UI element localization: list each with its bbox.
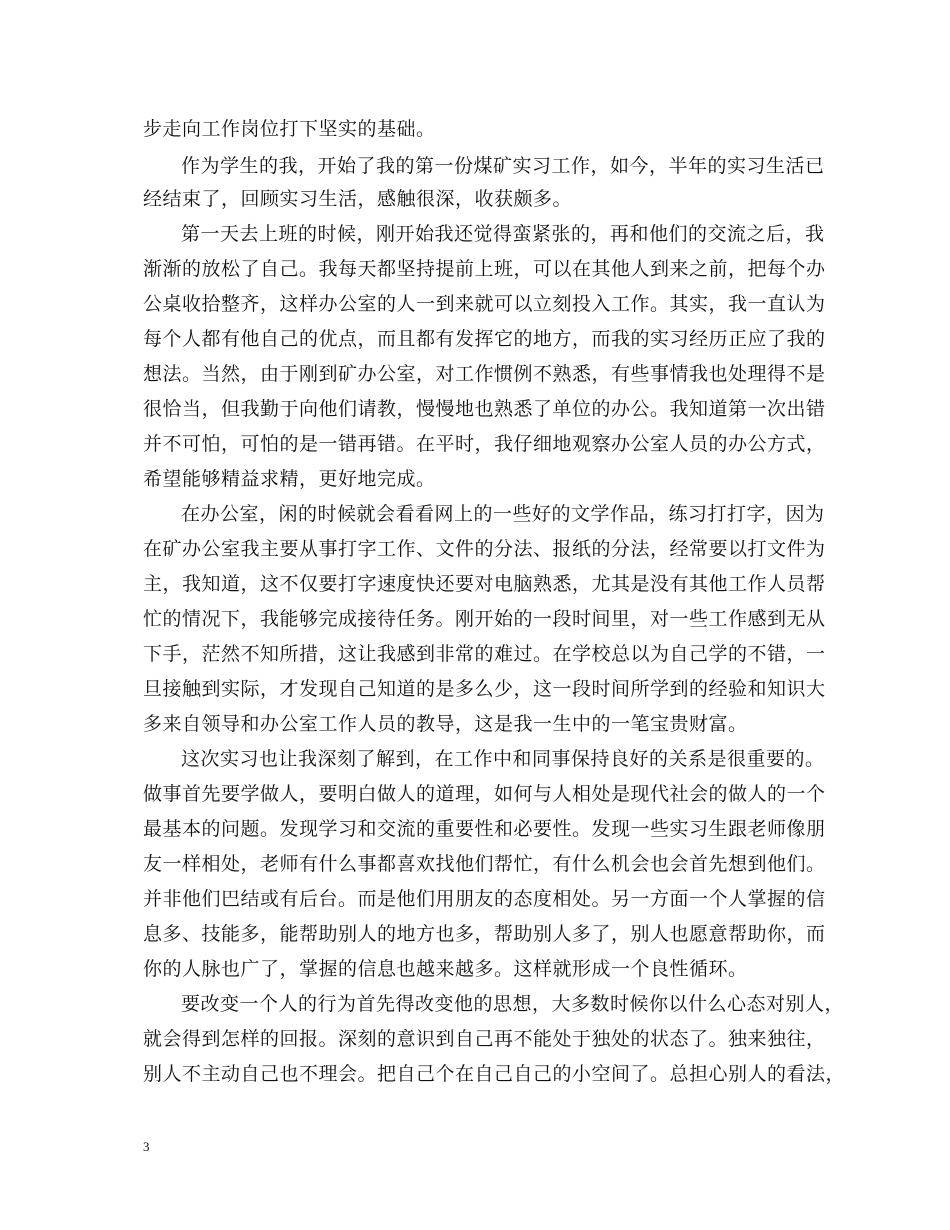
- text-line: 多来自领导和办公室工作人员的教导，这是我一生中的一笔宝贵财富。: [143, 713, 748, 735]
- text-line: 息多、技能多，能帮助别人的地方也多，帮助别人多了，别人也愿意帮助你，而: [143, 923, 826, 945]
- text-line: 每个人都有他自己的优点，而且都有发挥它的地方，而我的实习经历正应了我的: [143, 328, 826, 350]
- text-line: 别人不主动自己也不理会。把自己个在自己自己的小空间了。总担心别人的看法，: [143, 1063, 846, 1085]
- paragraph-start-line: 这次实习也让我深刻了解到，在工作中和同事保持良好的关系是很重要的。: [181, 748, 825, 770]
- paragraph-start-line: 要改变一个人的行为首先得改变他的思想，大多数时候你以什么心态对别人，: [181, 993, 845, 1015]
- text-line: 在矿办公室我主要从事打字工作、文件的分法、报纸的分法，经常要以打文件为: [143, 538, 826, 560]
- paragraph-start-line: 作为学生的我，开始了我的第一份煤矿实习工作，如今，半年的实习生活已: [181, 155, 825, 177]
- text-line: 想法。当然，由于刚到矿办公室，对工作惯例不熟悉，有些事情我也处理得不是: [143, 363, 826, 385]
- text-line: 最基本的问题。发现学习和交流的重要性和必要性。发现一些实习生跟老师像朋: [143, 818, 826, 840]
- text-line: 忙的情况下，我能够完成接待任务。刚开始的一段时间里，对一些工作感到无从: [143, 608, 826, 630]
- text-line: 很恰当，但我勤于向他们请教，慢慢地也熟悉了单位的办公。我知道第一次出错: [143, 398, 826, 420]
- text-line: 经结束了，回顾实习生活，感触很深，收获颇多。: [143, 188, 573, 210]
- text-line: 步走向工作岗位打下坚实的基础。: [143, 118, 436, 140]
- page-number: 3: [143, 1139, 150, 1154]
- text-line: 你的人脉也广了，掌握的信息也越来越多。这样就形成一个良性循环。: [143, 958, 748, 980]
- text-line: 公桌收拾整齐，这样办公室的人一到来就可以立刻投入工作。其实，我一直认为: [143, 293, 826, 315]
- text-line: 希望能够精益求精，更好地完成。: [143, 468, 436, 490]
- text-line: 下手，茫然不知所措，这让我感到非常的难过。在学校总以为自己学的不错，一: [143, 643, 826, 665]
- text-line: 友一样相处，老师有什么事都喜欢找他们帮忙，有什么机会也会首先想到他们。: [143, 853, 826, 875]
- paragraph-start-line: 第一天去上班的时候，刚开始我还觉得蛮紧张的，再和他们的交流之后，我: [181, 223, 825, 245]
- text-line: 渐渐的放松了自己。我每天都坚持提前上班，可以在其他人到来之前，把每个办: [143, 258, 826, 280]
- text-line: 并不可怕，可怕的是一错再错。在平时，我仔细地观察办公室人员的办公方式，: [143, 433, 826, 455]
- text-line: 旦接触到实际，才发现自己知道的是多么少，这一段时间所学到的经验和知识大: [143, 678, 826, 700]
- text-line: 主，我知道，这不仅要打字速度快还要对电脑熟悉，尤其是没有其他工作人员帮: [143, 573, 826, 595]
- paragraph-start-line: 在办公室，闲的时候就会看看网上的一些好的文学作品，练习打打字，因为: [181, 503, 825, 525]
- text-line: 做事首先要学做人，要明白做人的道理，如何与人相处是现代社会的做人的一个: [143, 783, 826, 805]
- text-line: 并非他们巴结或有后台。而是他们用朋友的态度相处。另一方面一个人掌握的信: [143, 888, 826, 910]
- text-line: 就会得到怎样的回报。深刻的意识到自己再不能处于独处的状态了。独来独往，: [143, 1028, 826, 1050]
